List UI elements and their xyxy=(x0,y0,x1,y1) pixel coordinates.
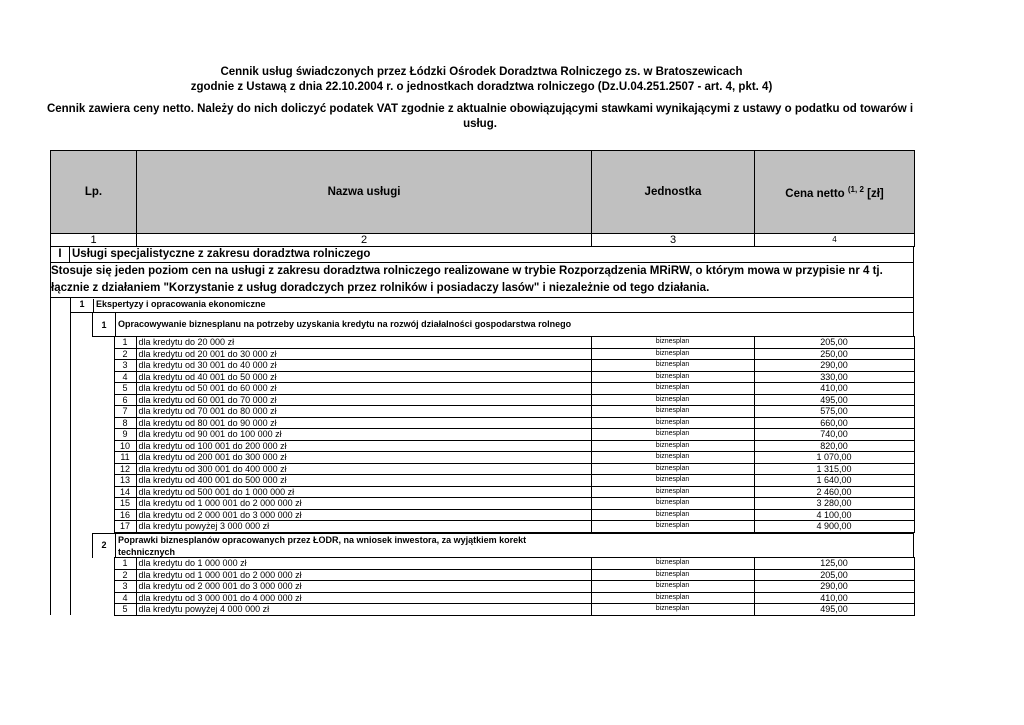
row-unit: biznesplan xyxy=(591,406,754,418)
row-number: 15 xyxy=(114,498,136,510)
row-price: 1 070,00 xyxy=(754,452,914,464)
table-row xyxy=(50,521,914,533)
indent-cell xyxy=(50,521,114,533)
row-number: 2 xyxy=(114,348,136,360)
row-unit: biznesplan xyxy=(591,429,754,441)
row-number: 6 xyxy=(114,394,136,406)
row-number: 1 xyxy=(114,337,136,349)
row-number: 11 xyxy=(114,452,136,464)
price-table-corrections xyxy=(50,557,915,616)
price-header-unit: [zł] xyxy=(867,187,884,200)
row-service-name: dla kredytu od 400 001 do 500 000 zł xyxy=(136,475,591,487)
table-row xyxy=(50,348,914,360)
subsection-number: 1 xyxy=(79,299,85,309)
indent-cell xyxy=(50,383,114,395)
section-I-row xyxy=(50,246,914,263)
row-number: 13 xyxy=(114,475,136,487)
group-number: 2 xyxy=(101,540,107,550)
price-header-footnote: (1, 2 xyxy=(847,184,864,194)
table-row xyxy=(50,463,914,475)
indent-cell xyxy=(50,429,114,441)
row-unit: biznesplan xyxy=(591,383,754,395)
row-service-name: dla kredytu od 20 001 do 30 000 zł xyxy=(136,348,591,360)
col-number-4: 4 xyxy=(755,234,915,247)
col-lp-header: Lp. xyxy=(51,151,137,234)
row-price: 660,00 xyxy=(754,417,914,429)
indent-cell xyxy=(50,569,114,581)
table-row xyxy=(50,371,914,383)
row-price: 205,00 xyxy=(754,569,914,581)
row-service-name: dla kredytu od 50 001 do 60 000 zł xyxy=(136,383,591,395)
table-row xyxy=(50,360,914,372)
col-number-2: 2 xyxy=(137,234,592,247)
group-number: 1 xyxy=(101,320,107,330)
group-title: Poprawki biznesplanów opracowanych przez ŁODR, na wniosek inwestora, za wyjątkiem korekt technicznych xyxy=(115,534,558,558)
row-unit: biznesplan xyxy=(591,417,754,429)
row-unit: biznesplan xyxy=(591,558,754,570)
indent-cell xyxy=(50,417,114,429)
indent-cell xyxy=(50,360,114,372)
row-price: 205,00 xyxy=(754,337,914,349)
row-price: 2 460,00 xyxy=(754,486,914,498)
subsection-row xyxy=(70,298,914,313)
row-service-name: dla kredytu od 300 001 do 400 000 zł xyxy=(136,463,591,475)
price-table-business-plans xyxy=(50,336,915,533)
row-number: 12 xyxy=(114,463,136,475)
row-price: 495,00 xyxy=(754,604,914,616)
row-price: 1 315,00 xyxy=(754,463,914,475)
table-row xyxy=(50,406,914,418)
indent-cell xyxy=(50,406,114,418)
indent-cell xyxy=(50,592,114,604)
row-service-name: dla kredytu od 100 001 do 200 000 zł xyxy=(136,440,591,452)
indent-cell xyxy=(50,337,114,349)
row-service-name: dla kredytu do 20 000 zł xyxy=(136,337,591,349)
row-price: 3 280,00 xyxy=(754,498,914,510)
table-row xyxy=(50,383,914,395)
row-number: 4 xyxy=(114,371,136,383)
row-number: 3 xyxy=(114,360,136,372)
indent-cell xyxy=(50,440,114,452)
row-service-name: dla kredytu od 30 001 do 40 000 zł xyxy=(136,360,591,372)
row-unit: biznesplan xyxy=(591,569,754,581)
row-price: 820,00 xyxy=(754,440,914,452)
row-number: 5 xyxy=(114,604,136,616)
row-number: 14 xyxy=(114,486,136,498)
row-number: 10 xyxy=(114,440,136,452)
row-number: 2 xyxy=(114,569,136,581)
indent-cell xyxy=(50,475,114,487)
col-number-3: 3 xyxy=(592,234,755,247)
row-price: 410,00 xyxy=(754,383,914,395)
row-price: 250,00 xyxy=(754,348,914,360)
indent-cell xyxy=(50,509,114,521)
indent-cell xyxy=(50,452,114,464)
indent-cell xyxy=(50,486,114,498)
pricing-rule-note: Stosuje się jeden poziom cen na usługi z zakresu doradztwa rolniczego realizowane w trybie Rozporządzenia MRiRW, o którym mowa w przypisie nr 4 tj. łącznie z działaniem "Korzystanie z usług doradczych przez rolników i posiadaczy lasów" i niezależnie od tego działania. xyxy=(50,263,914,298)
indent-cell xyxy=(50,581,114,593)
row-service-name: dla kredytu od 1 000 001 do 2 000 000 zł xyxy=(136,498,591,510)
row-unit: biznesplan xyxy=(591,486,754,498)
row-price: 4 100,00 xyxy=(754,509,914,521)
row-service-name: dla kredytu od 2 000 001 do 3 000 000 zł xyxy=(136,509,591,521)
table-row xyxy=(50,417,914,429)
row-unit: biznesplan xyxy=(591,337,754,349)
row-service-name: dla kredytu powyżej 4 000 000 zł xyxy=(136,604,591,616)
row-price: 290,00 xyxy=(754,581,914,593)
table-row xyxy=(50,452,914,464)
indent-cell xyxy=(50,348,114,360)
row-unit: biznesplan xyxy=(591,498,754,510)
row-unit: biznesplan xyxy=(591,604,754,616)
indent-cell xyxy=(50,394,114,406)
row-number: 4 xyxy=(114,592,136,604)
row-number: 17 xyxy=(114,521,136,533)
row-service-name: dla kredytu od 40 001 do 50 000 zł xyxy=(136,371,591,383)
row-price: 575,00 xyxy=(754,406,914,418)
price-header-label: Cena netto xyxy=(785,187,845,200)
row-service-name: dla kredytu od 200 001 do 300 000 zł xyxy=(136,452,591,464)
row-number: 3 xyxy=(114,581,136,593)
row-number: 8 xyxy=(114,417,136,429)
group-title: Opracowywanie biznesplanu na potrzeby uzyskania kredytu na rozwój działalności gospodarstwa rolnego xyxy=(115,313,571,336)
section-roman-number: I xyxy=(51,246,70,262)
row-unit: biznesplan xyxy=(591,581,754,593)
group-row-2 xyxy=(92,533,914,558)
row-unit: biznesplan xyxy=(591,348,754,360)
row-service-name: dla kredytu od 500 001 do 1 000 000 zł xyxy=(136,486,591,498)
row-number: 7 xyxy=(114,406,136,418)
table-row xyxy=(50,558,914,570)
row-unit: biznesplan xyxy=(591,463,754,475)
row-price: 740,00 xyxy=(754,429,914,441)
table-row xyxy=(50,604,914,616)
row-unit: biznesplan xyxy=(591,521,754,533)
row-unit: biznesplan xyxy=(591,509,754,521)
table-row xyxy=(50,581,914,593)
row-service-name: dla kredytu do 1 000 000 zł xyxy=(136,558,591,570)
price-table-header xyxy=(50,150,915,247)
row-service-name: dla kredytu od 90 001 do 100 000 zł xyxy=(136,429,591,441)
indent-cell xyxy=(50,558,114,570)
row-service-name: dla kredytu od 1 000 001 do 2 000 000 zł xyxy=(136,569,591,581)
table-row xyxy=(50,394,914,406)
col-unit-header: Jednostka xyxy=(592,151,755,234)
row-unit: biznesplan xyxy=(591,360,754,372)
row-price: 125,00 xyxy=(754,558,914,570)
section-title: Usługi specjalistyczne z zakresu doradztwa rolniczego xyxy=(72,248,371,260)
row-number: 16 xyxy=(114,509,136,521)
table-row xyxy=(50,569,914,581)
row-service-name: dla kredytu od 2 000 001 do 3 000 000 zł xyxy=(136,581,591,593)
row-price: 1 640,00 xyxy=(754,475,914,487)
row-unit: biznesplan xyxy=(591,592,754,604)
row-price: 4 900,00 xyxy=(754,521,914,533)
row-unit: biznesplan xyxy=(591,475,754,487)
row-number: 1 xyxy=(114,558,136,570)
row-number: 5 xyxy=(114,383,136,395)
row-price: 290,00 xyxy=(754,360,914,372)
indent-cell xyxy=(50,371,114,383)
col-number-1: 1 xyxy=(51,234,137,247)
indent-cell xyxy=(50,604,114,616)
col-name-header: Nazwa usługi xyxy=(137,151,592,234)
group-row-1 xyxy=(92,313,914,337)
col-price-header xyxy=(755,151,915,234)
row-unit: biznesplan xyxy=(591,452,754,464)
vat-note: Cennik zawiera ceny netto. Należy do nich doliczyć podatek VAT zgodnie z aktualnie obowiązującymi stawkami wynikającymi z ustawy o podatku od towarów i usług. xyxy=(46,103,914,130)
row-service-name: dla kredytu od 70 001 do 80 000 zł xyxy=(136,406,591,418)
row-number: 9 xyxy=(114,429,136,441)
row-unit: biznesplan xyxy=(591,371,754,383)
row-service-name: dla kredytu od 80 001 do 90 000 zł xyxy=(136,417,591,429)
table-row xyxy=(50,498,914,510)
row-price: 495,00 xyxy=(754,394,914,406)
indent-cell xyxy=(50,498,114,510)
table-row xyxy=(50,475,914,487)
table-row xyxy=(50,486,914,498)
indent-cell xyxy=(50,463,114,475)
document-title: Cennik usług świadczonych przez Łódzki Ośrodek Doradztwa Rolniczego zs. w Bratoszewicach xyxy=(220,66,743,78)
table-row xyxy=(50,592,914,604)
row-service-name: dla kredytu powyżej 3 000 000 zł xyxy=(136,521,591,533)
row-unit: biznesplan xyxy=(591,440,754,452)
row-price: 410,00 xyxy=(754,592,914,604)
table-row xyxy=(50,509,914,521)
row-price: 330,00 xyxy=(754,371,914,383)
row-service-name: dla kredytu od 3 000 001 do 4 000 000 zł xyxy=(136,592,591,604)
subsection-title: Ekspertyzy i opracowania ekonomiczne xyxy=(93,299,266,312)
row-service-name: dla kredytu od 60 001 do 70 000 zł xyxy=(136,394,591,406)
table-row xyxy=(50,429,914,441)
table-row xyxy=(50,440,914,452)
table-row xyxy=(50,337,914,349)
row-unit: biznesplan xyxy=(591,394,754,406)
document-subtitle: zgodnie z Ustawą z dnia 22.10.2004 r. o jednostkach doradztwa rolniczego (Dz.U.04.251.2507 - art. 4, pkt. 4) xyxy=(190,81,773,93)
